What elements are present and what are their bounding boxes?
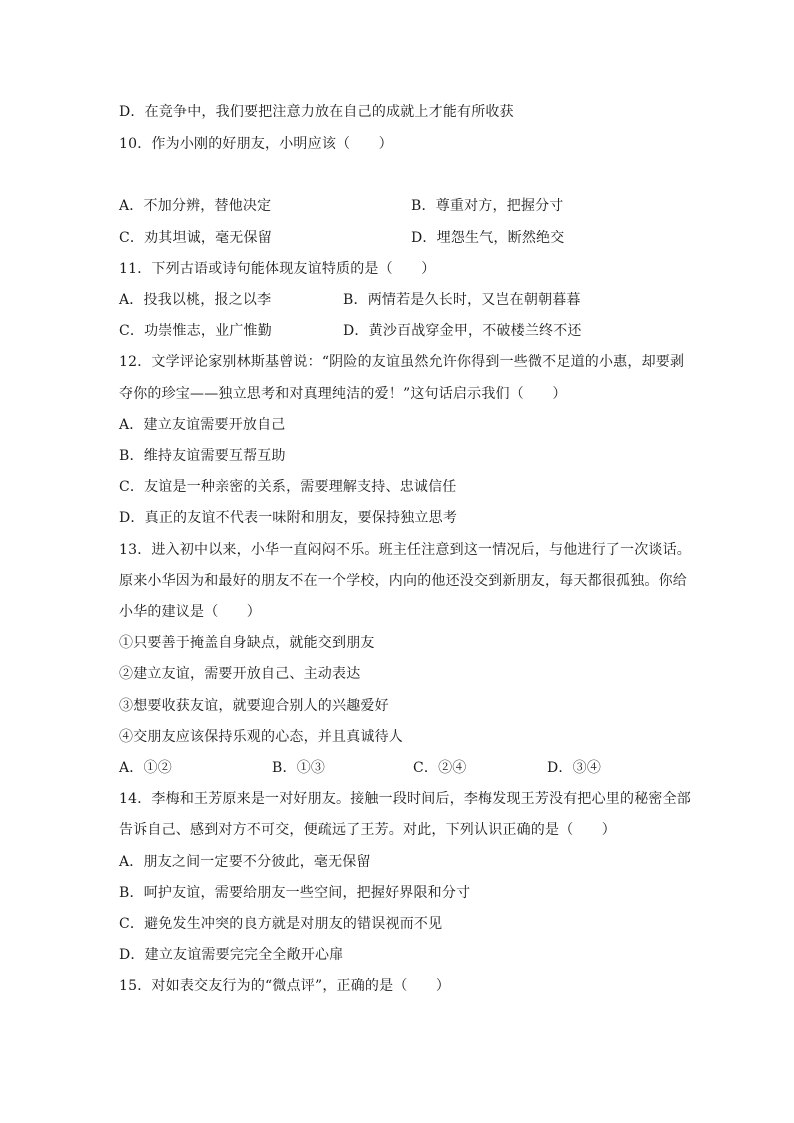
q10-option-c: C．劝其坦诚，毫无保留: [119, 230, 272, 246]
q11-stem: 11．下列古语或诗句能体现友谊特质的是（ ）: [119, 261, 436, 277]
q13-stem-line2: 原来小华因为和最好的朋友不在一个学校，内向的他还没交到新朋友，每天都很孤独。你给: [119, 573, 687, 589]
q13-statement-1: ①只要善于掩盖自身缺点，就能交到朋友: [119, 635, 375, 651]
q10-option-a: A．不加分辨，替他决定: [119, 198, 272, 214]
q10-option-d: D．埋怨生气，断然绝交: [411, 230, 565, 246]
q15-stem: 15．对如表交友行为的“微点评”，正确的是（ ）: [119, 978, 451, 994]
q14-stem-line1: 14．李梅和王芳原来是一对好朋友。接触一段时间后，李梅发现王芳没有把心里的秘密全部: [119, 791, 692, 807]
q13-statement-4: ④交朋友应该保持乐观的心态，并且真诚待人: [119, 729, 403, 745]
q12-stem-line2: 夺你的珍宝——独立思考和对真理纯洁的爱！”这句话启示我们（ ）: [119, 386, 567, 402]
q14-option-d: D．建立友谊需要完完全全敞开心扉: [119, 947, 344, 963]
q10-option-b: B．尊重对方，把握分寸: [411, 198, 564, 214]
q12-stem-line1: 12．文学评论家别林斯基曾说：“阴险的友谊虽然允许你得到一些微不足道的小惠，却要剥: [119, 354, 685, 370]
q13-option-a: A．①②: [119, 760, 172, 776]
q12-option-c: C．友谊是一种亲密的关系，需要理解支持、忠诚信任: [119, 479, 457, 495]
q12-option-d: D．真正的友谊不代表一味附和朋友，要保持独立思考: [119, 510, 458, 526]
q14-option-a: A．朋友之间一定要不分彼此，毫无保留: [119, 854, 371, 870]
q13-stem-line1: 13．进入初中以来，小华一直闷闷不乐。班主任注意到这一情况后，与他进行了一次谈话。: [119, 542, 692, 558]
q13-option-d: D．③④: [547, 760, 602, 776]
q12-option-a: A．建立友谊需要开放自己: [119, 417, 286, 433]
q11-option-b: B．两情若是久长时，又岂在朝朝暮暮: [343, 292, 581, 308]
q13-option-c: C．②④: [413, 760, 467, 776]
q10-stem: 10．作为小刚的好朋友，小明应该（ ）: [119, 136, 393, 152]
q11-option-c: C．功崇惟志，业广惟勤: [119, 323, 272, 339]
q14-option-b: B．呵护友谊，需要给朋友一些空间，把握好界限和分寸: [119, 885, 471, 901]
q13-statement-2: ②建立友谊，需要开放自己、主动表达: [119, 666, 361, 682]
q13-option-b: B．①③: [272, 760, 326, 776]
q9-option-d: D．在竞争中，我们要把注意力放在自己的成就上才能有所收获: [119, 104, 514, 120]
q14-option-c: C．避免发生冲突的良方就是对朋友的错误视而不见: [119, 916, 443, 932]
q11-option-d: D．黄沙百战穿金甲，不破楼兰终不还: [343, 323, 582, 339]
q11-option-a: A．投我以桃，报之以李: [119, 292, 272, 308]
q13-statement-3: ③想要收获友谊，就要迎合别人的兴趣爱好: [119, 698, 389, 714]
q14-stem-line2: 告诉自己、感到对方不可交，便疏远了王芳。对此，下列认识正确的是（ ）: [119, 822, 616, 838]
q13-stem-line3: 小华的建议是（ ）: [119, 604, 261, 620]
q12-option-b: B．维持友谊需要互帮互助: [119, 448, 286, 464]
